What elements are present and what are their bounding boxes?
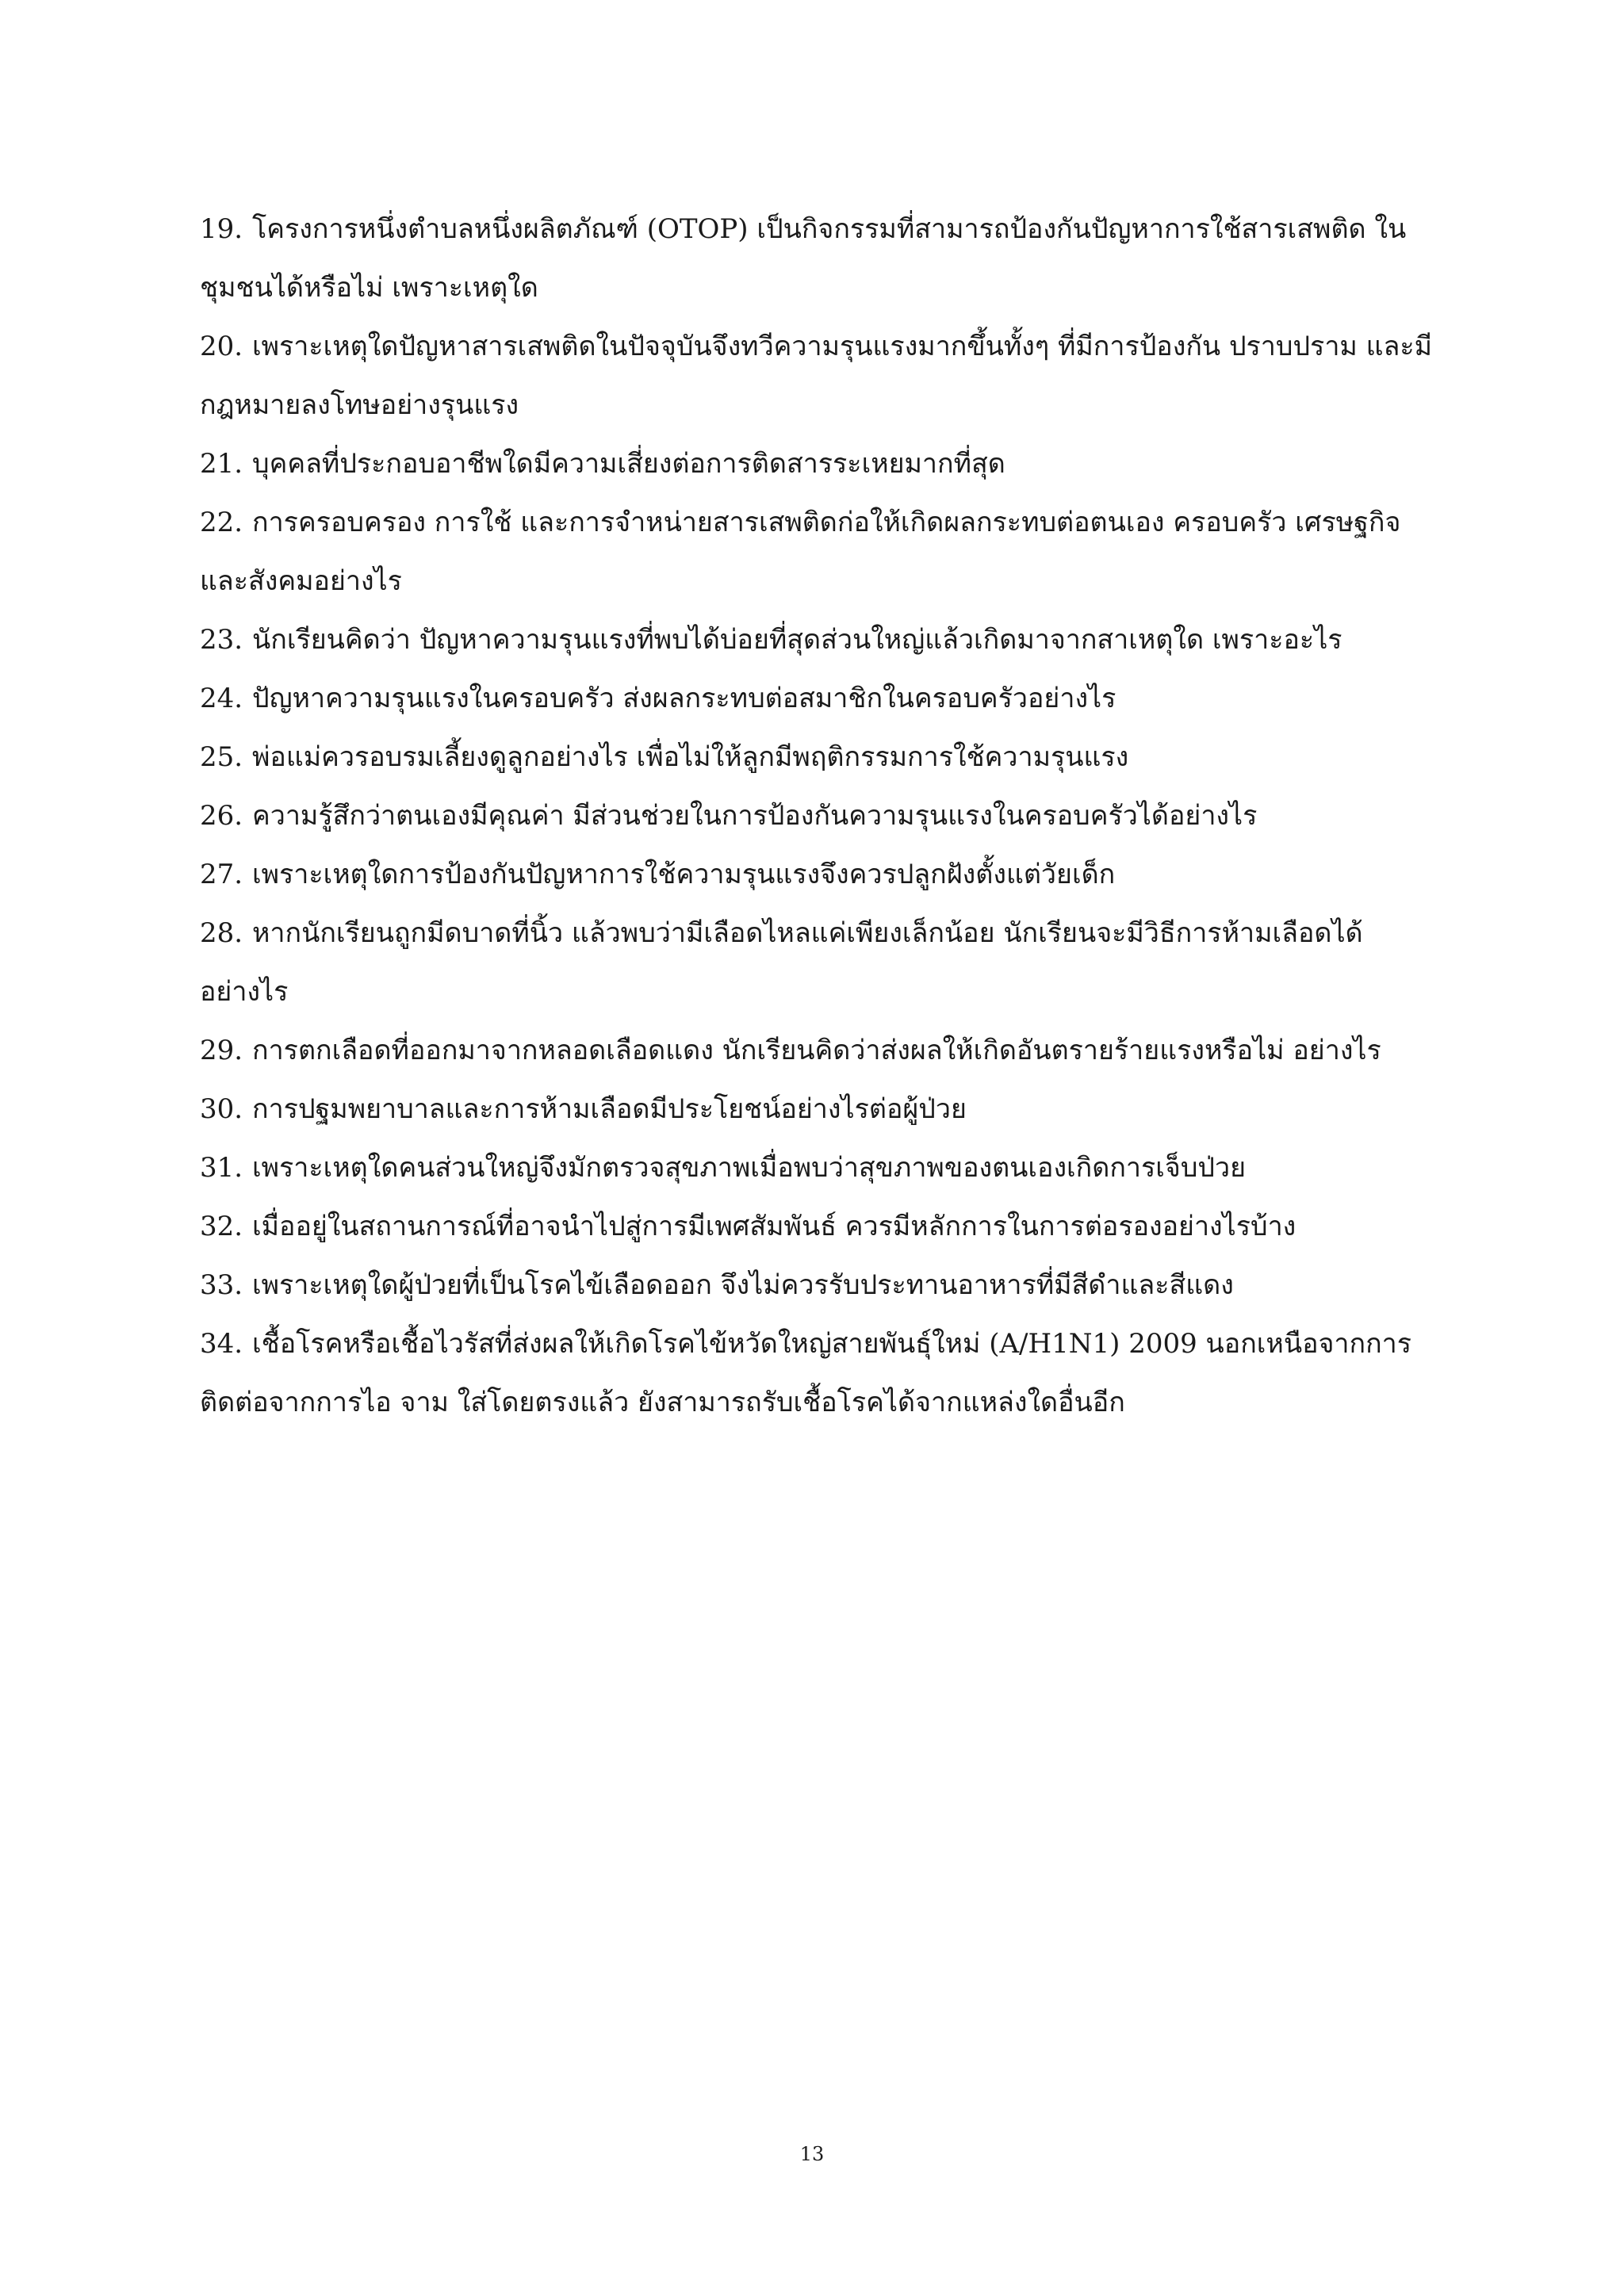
question-number: 32. [200,1211,243,1242]
question-text: นักเรียนคิดว่า ปัญหาความรุนแรงที่พบได้บ่อยที่สุดส่วนใหญ่แล้วเกิดมาจากสาเหตุใด เพราะอะไร [252,624,1342,656]
question-item [200,845,1437,904]
question-text: เมื่ออยู่ในสถานการณ์ที่อาจนำไปสู่การมีเพศสัมพันธ์ ควรมีหลักการในการต่อรองอย่างไรบ้าง [252,1211,1297,1242]
question-text: เชื้อโรคหรือเชื้อไวรัสที่ส่งผลให้เกิดโรคไข้หวัดใหญ่สายพันธุ์ใหม่ (A/H1N1) 2009 นอกเหนือจากการ ติดต่อจากการไอ จาม ใส่โดยตรงแล้ว ยังสามารถรับเชื้อโรคได้จากแหล่งใดอื่นอีก [200,1328,1412,1418]
question-text: ความรู้สึกว่าตนเองมีคุณค่า มีส่วนช่วยในการป้องกันความรุนแรงในครอบครัวได้อย่างไร [252,800,1258,832]
question-number: 33. [200,1269,243,1301]
question-item [200,1314,1437,1432]
question-number: 19. [200,213,243,245]
question-text: หากนักเรียนถูกมีดบาดที่นิ้ว แล้วพบว่ามีเลือดไหลแค่เพียงเล็กน้อย นักเรียนจะมีวิธีการห้ามเลือดได้ อย่างไร [200,917,1363,1008]
question-text: เพราะเหตุใดปัญหาสารเสพติดในปัจจุบันจึงทวีความรุนแรงมากขึ้นทั้งๆ ที่มีการป้องกัน ปราบปราม และมีกฎหมายลงโทษอย่างรุนแรง [200,331,1433,421]
question-item [200,1256,1437,1314]
question-item [200,493,1437,610]
question-text: เพราะเหตุใดผู้ป่วยที่เป็นโรคไข้เลือดออก จึงไม่ควรรับประทานอาหารที่มีสีดำและสีแดง [252,1269,1234,1301]
question-number: 30. [200,1093,243,1125]
question-number: 23. [200,624,243,656]
question-text: เพราะเหตุใดคนส่วนใหญ่จึงมักตรวจสุขภาพเมื่อพบว่าสุขภาพของตนเองเกิดการเจ็บป่วย [252,1152,1247,1184]
question-text: ปัญหาความรุนแรงในครอบครัว ส่งผลกระทบต่อสมาชิกในครอบครัวอย่างไร [252,683,1116,714]
question-number: 24. [200,683,243,714]
page-number: 13 [799,2143,825,2165]
question-number: 31. [200,1152,243,1184]
question-number: 27. [200,859,243,890]
question-list [200,200,1437,1432]
question-text: พ่อแม่ควรอบรมเลี้ยงดูลูกอย่างไร เพื่อไม่ให้ลูกมีพฤติกรรมการใช้ความรุนแรง [252,741,1129,773]
question-number: 22. [200,507,243,538]
question-item [200,1197,1437,1256]
question-item [200,610,1437,669]
question-number: 25. [200,741,243,773]
question-text: การตกเลือดที่ออกมาจากหลอดเลือดแดง นักเรียนคิดว่าส่งผลให้เกิดอันตรายร้ายแรงหรือไม่ อย่างไร [252,1035,1381,1066]
question-item [200,317,1437,434]
question-number: 29. [200,1035,243,1066]
question-item [200,1138,1437,1197]
question-text: โครงการหนึ่งตำบลหนึ่งผลิตภัณฑ์ (OTOP) เป็นกิจกรรมที่สามารถป้องกันปัญหาการใช้สารเสพติด ในชุมชนได้หรือไม่ เพราะเหตุใด [200,213,1407,304]
question-text: บุคคลที่ประกอบอาชีพใดมีความเสี่ยงต่อการติดสารระเหยมากที่สุด [252,448,1005,480]
question-number: 34. [200,1328,243,1360]
question-item [200,1080,1437,1138]
question-text: การปฐมพยาบาลและการห้ามเลือดมีประโยชน์อย่างไรต่อผู้ป่วย [252,1093,967,1125]
question-text: เพราะเหตุใดการป้องกันปัญหาการใช้ความรุนแรงจึงควรปลูกฝังตั้งแต่วัยเด็ก [252,859,1116,890]
question-number: 28. [200,917,243,949]
question-text: การครอบครอง การใช้ และการจำหน่ายสารเสพติดก่อให้เกิดผลกระทบต่อตนเอง ครอบครัว เศรษฐกิจ และสังคมอย่างไร [200,507,1401,597]
question-number: 20. [200,331,243,362]
question-number: 21. [200,448,243,480]
question-item [200,200,1437,317]
question-item [200,434,1437,493]
question-item [200,1021,1437,1080]
question-item [200,904,1437,1021]
question-item [200,669,1437,728]
question-number: 26. [200,800,243,832]
question-item [200,786,1437,845]
question-item [200,728,1437,786]
